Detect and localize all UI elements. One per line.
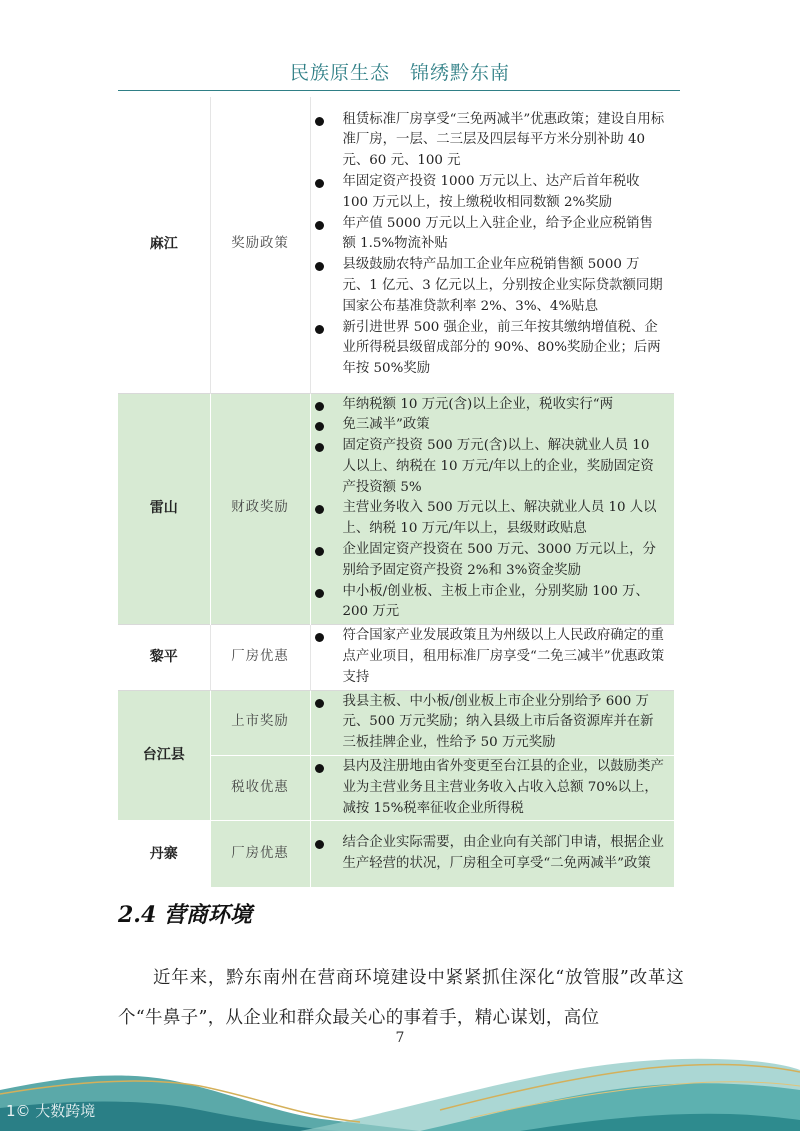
- county-cell: 麻江: [149, 236, 178, 253]
- list-item: [311, 415, 667, 436]
- policy-text: 我县主板、中小板/创业板上市企业分别给予 600 万元、500 万元奖励；纳入县级上市后备资源库并在新三板挂牌企业，性给予 50 万元奖励: [342, 693, 654, 751]
- policy-text: 县级鼓励农特产品加工企业年应税销售额 5000 万元、1 亿元、3 亿元以上，分别按企业实际贷款额同期国家公布基准贷款利率 2%、3%、4%贴息: [342, 257, 663, 314]
- policy-text: 年固定资产投资 1000 万元以上、达产后首年税收 100 万元以上，按上缴税收相同数额 2%奖励: [342, 173, 640, 210]
- section-heading: 2.4 营商环境: [118, 902, 252, 928]
- list-item: [311, 498, 667, 540]
- policy-type-cell: 财政奖励: [210, 393, 310, 625]
- policy-text: 固定资产投资 500 万元(含)以上、解决就业人员 10 人以上、纳税在 10 万元/年以上的企业，奖励固定资产投资额 5%: [342, 438, 654, 495]
- policy-items-cell: [310, 690, 674, 755]
- body-paragraph: 近年来，黔东南州在营商环境建设中紧紧抓住深化“放管服”改革这个“牛鼻子”，从企业和群众最关心的事着手，精心谋划，高位: [118, 968, 684, 1028]
- policy-list: [311, 691, 675, 755]
- list-item: [311, 757, 667, 819]
- page-number: 7: [395, 1030, 405, 1046]
- list-item: [311, 172, 667, 214]
- bullet-icon: [315, 179, 324, 188]
- bullet-icon: [315, 505, 324, 514]
- policy-items-cell: [310, 97, 674, 393]
- policy-text: 主营业务收入 500 万元以上、解决就业人员 10 人以上、纳税 10 万元/年以上，县级财政贴息: [342, 500, 657, 537]
- policy-items-cell: [310, 625, 674, 690]
- table-row: [118, 393, 674, 625]
- county-cell: 黎平: [118, 625, 210, 690]
- list-item: [311, 582, 667, 624]
- policy-text: 中小板/创业板、主板上市企业，分别奖励 100 万、200 万元: [342, 583, 649, 620]
- policy-items-cell: [310, 393, 674, 625]
- policy-list: [311, 832, 675, 876]
- list-item: [311, 255, 667, 317]
- bullet-icon: [315, 325, 324, 334]
- policy-type-cell: 税收优惠: [210, 756, 310, 821]
- list-item: [311, 540, 667, 582]
- policy-items-cell: [310, 821, 674, 887]
- bullet-icon: [315, 547, 324, 556]
- bullet-icon: [315, 589, 324, 598]
- watermark: 1© 大数跨境: [6, 1102, 96, 1120]
- bullet-icon: [315, 262, 324, 271]
- policy-text: 年纳税额 10 万元(含)以上企业，税收实行“两: [342, 396, 613, 412]
- policy-text: 新引进世界 500 强企业，前三年按其缴纳增值税、企业所得税县级留成部分的 90%、80%奖励企业；后两年按 50%奖励: [342, 319, 661, 377]
- policy-list: [311, 109, 675, 381]
- policy-type-cell: 上市奖励: [210, 690, 310, 755]
- policy-table: [118, 97, 674, 887]
- list-item: [311, 626, 667, 688]
- list-item: [311, 436, 667, 498]
- policy-type-cell: 厂房优惠: [210, 821, 310, 887]
- bullet-icon: [315, 221, 324, 230]
- policy-text: 结合企业实际需要，由企业向有关部门申请，根据企业生产轻营的状况，厂房租全可享受“二免两减半”政策: [342, 835, 664, 872]
- policy-text: 县内及注册地由省外变更至台江县的企业，以鼓励类产业为主营业务且主营业务收入占收入总额 70%以上，减按 15%税率征收企业所得税: [342, 759, 664, 816]
- bullet-icon: [315, 633, 324, 642]
- policy-list: [311, 625, 675, 689]
- table-row: [118, 821, 674, 887]
- county-cell: 台江县: [118, 690, 210, 821]
- bullet-icon: [315, 422, 324, 431]
- bullet-icon: [315, 840, 324, 849]
- policy-list: [311, 756, 675, 820]
- list-item: [311, 692, 667, 754]
- list-item: [311, 395, 667, 416]
- policy-type-cell: 厂房优惠: [210, 625, 310, 690]
- policy-text: 符合国家产业发展政策且为州级以上人民政府确定的重点产业项目，租用标准厂房享受“二免三减半”优惠政策支持: [342, 628, 665, 685]
- list-item: [311, 833, 667, 875]
- policy-list: [311, 394, 675, 625]
- page-header-title: 民族原生态 锦绣黔东南: [289, 62, 510, 84]
- table-row: [118, 690, 674, 755]
- policy-type-cell: 奖励政策: [210, 97, 310, 393]
- list-item: [311, 214, 667, 256]
- bullet-icon: [315, 699, 324, 708]
- table-row: [118, 625, 674, 690]
- policy-text: 年产值 5000 万元以上入驻企业，给予企业应税销售额 1.5%物流补贴: [342, 215, 653, 252]
- policy-text: 企业固定资产投资在 500 万元、3000 万元以上，分别给予固定资产投资 2%和 3%资金奖励: [342, 542, 656, 578]
- table-row: [118, 97, 674, 393]
- bullet-icon: [315, 443, 324, 452]
- list-item: [311, 318, 667, 380]
- policy-text: 租赁标准厂房享受“三免两减半”优惠政策；建设自用标准厂房，一层、二三层及四层每平方米分别补助 40 元、60 元、100 元: [342, 111, 665, 169]
- bullet-icon: [315, 117, 324, 126]
- bullet-icon: [315, 764, 324, 773]
- county-cell: 丹寨: [118, 821, 210, 887]
- policy-text: 免三减半”政策: [342, 417, 430, 433]
- county-cell: 雷山: [118, 393, 210, 625]
- bullet-icon: [315, 402, 324, 411]
- header-divider: [118, 90, 680, 91]
- policy-items-cell: [310, 756, 674, 821]
- list-item: [311, 110, 667, 172]
